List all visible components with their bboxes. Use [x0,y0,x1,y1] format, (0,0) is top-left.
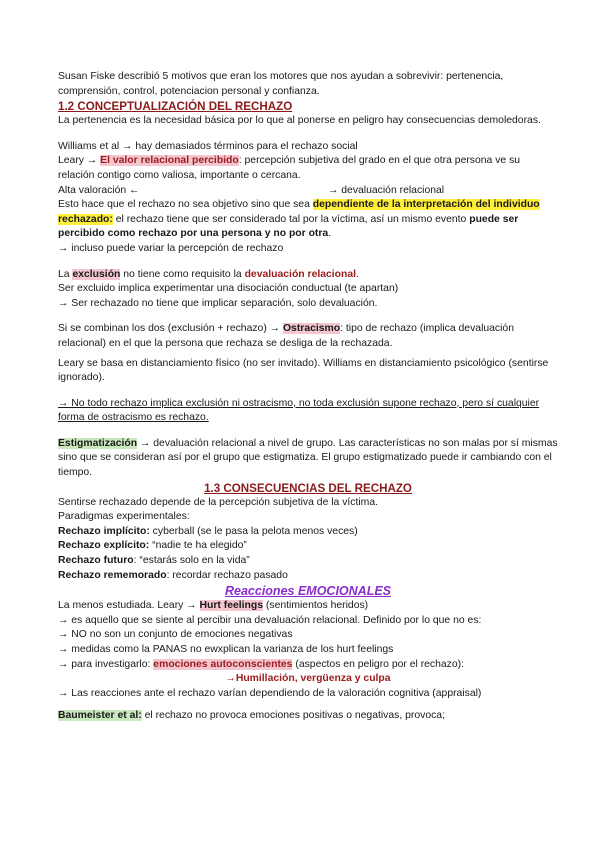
paragraph-investigar: → para investigarlo: emociones autoconscientes (aspectos en peligro por el rechazo): [58,658,465,670]
paragraph-pertenencia: La pertenencia es la necesidad básica por lo que al ponerse en peligro hay consecuencias demoledoras. [58,115,541,127]
paragraph-distanciamiento: Leary se basa en distanciamiento físico (no ser invitado). Williams en distanciamiento psicológico (sentirse ignorado). [58,357,549,384]
section-heading-1-2: 1.2 CONCEPTUALIZACIÓN DEL RECHAZO [58,100,293,114]
paragraph-appraisal: → Las reacciones ante el rechazo varían dependiendo de la valoración cognitiva (appraisal) [58,687,482,699]
section-heading-1-3: 1.3 CONSECUENCIAS DEL RECHAZO [204,481,412,495]
highlight-interpretacion: dependiente de la interpretación del individuo rechazado: [58,199,540,225]
paragraph-hurt-feelings: La menos estudiada. Leary → Hurt feelings (sentimientos heridos) [58,600,369,612]
paragraph-williams: Williams et al → hay demasiados términos para el rechazo social [58,140,358,152]
paragraph-estigmatizacion: Estigmatización → devaluación relacional a nivel de grupo. Las características no son malas por sí mismas sino que se consideran así por el grupo que estigmatiza. El grupo estigmatizado puede ir cambiando con el tiempo. [58,437,558,479]
paragraph-percepcion: Sentirse rechazado depende de la percepción subjetiva de la víctima. [58,496,378,508]
list-item-futuro: Rechazo futuro: “estarás solo en la vida” [58,555,250,567]
term-valor-relacional: El valor relacional percibido [100,155,239,167]
term-devaluacion: devaluación relacional [244,268,357,280]
list-item-rememorado: Rechazo rememorado: recordar rechazo pasado [58,569,288,581]
paragraph-no-emociones: → NO no son un conjunto de emociones negativas [58,629,293,641]
term-exclusion: exclusión [72,268,121,280]
paragraph-fiske: Susan Fiske describió 5 motivos que eran los motores que nos ayudan a sobrevivir: pertenencia, comprensión, control, potenciacion personal y confianza. [58,71,504,97]
paragraph-paradigmas: Paradigmas experimentales: [58,511,190,523]
document-page [58,70,558,724]
paragraph-excluido: Ser excluido implica experimentar una disociación conductual (te apartan) [58,283,399,295]
paragraph-valoracion: Alta valoración ← → devaluación relacional [58,184,445,196]
term-hurt-feelings: Hurt feelings [199,600,264,612]
paragraph-panas: → medidas como la PANAS no ewxplican la varianza de los hurt feelings [58,644,394,655]
paragraph-humillacion: →Humillación, vergüenza y culpa [225,673,391,685]
paragraph-baumeister: Baumeister et al: el rechazo no provoca emociones positivas o negativas, provoca; [58,710,445,722]
paragraph-variar: → incluso puede variar la percepción de rechazo [58,242,284,254]
paragraph-ostracismo: Si se combinan los dos (exclusión + rechazo) → Ostracismo: tipo de rechazo (implica devaluación relacional) en el que la persona que rechaza se desliga de la rechazada. [58,323,514,349]
paragraph-no-todo-rechazo: → No todo rechazo implica exclusión ni ostracismo, no toda exclusión supone rechazo, pero sí cualquier forma de ostracismo es rechazo. [58,397,540,424]
list-item-implicito: Rechazo implícito: cyberball (se le pasa la pelota menos veces) [58,525,358,537]
term-estigmatizacion: Estigmatización [58,437,138,449]
paragraph-separacion: → Ser rechazado no tiene que implicar separación, solo devaluación. [58,297,378,309]
term-ostracismo: Ostracismo [282,323,341,335]
subheading-emocionales: Reacciones EMOCIONALES [224,584,391,599]
paragraph-definido: → es aquello que se siente al percibir una devaluación relacional. Definido por lo que no es: [58,614,482,626]
paragraph-leary-valor: Leary → El valor relacional percibido: percepción subjetiva del grado en el que otra persona ve su relación contigo como valiosa, importante o cercana. [58,155,521,181]
list-item-explicito: Rechazo explícito: “nadie te ha elegido” [58,540,247,552]
term-autoconscientes: emociones autoconscientes [153,658,293,670]
paragraph-interpretacion: Esto hace que el rechazo no sea objetivo sino que sea dependiente de la interpretación del individuo rechazado: el rechazo tiene que ser considerado tal por la víctima, así un mismo evento puede ser percibido como rechazo por una persona y no por otra. [58,199,540,240]
paragraph-exclusion: La exclusión no tiene como requisito la devaluación relacional. [58,268,359,280]
term-baumeister: Baumeister et al: [58,710,142,722]
